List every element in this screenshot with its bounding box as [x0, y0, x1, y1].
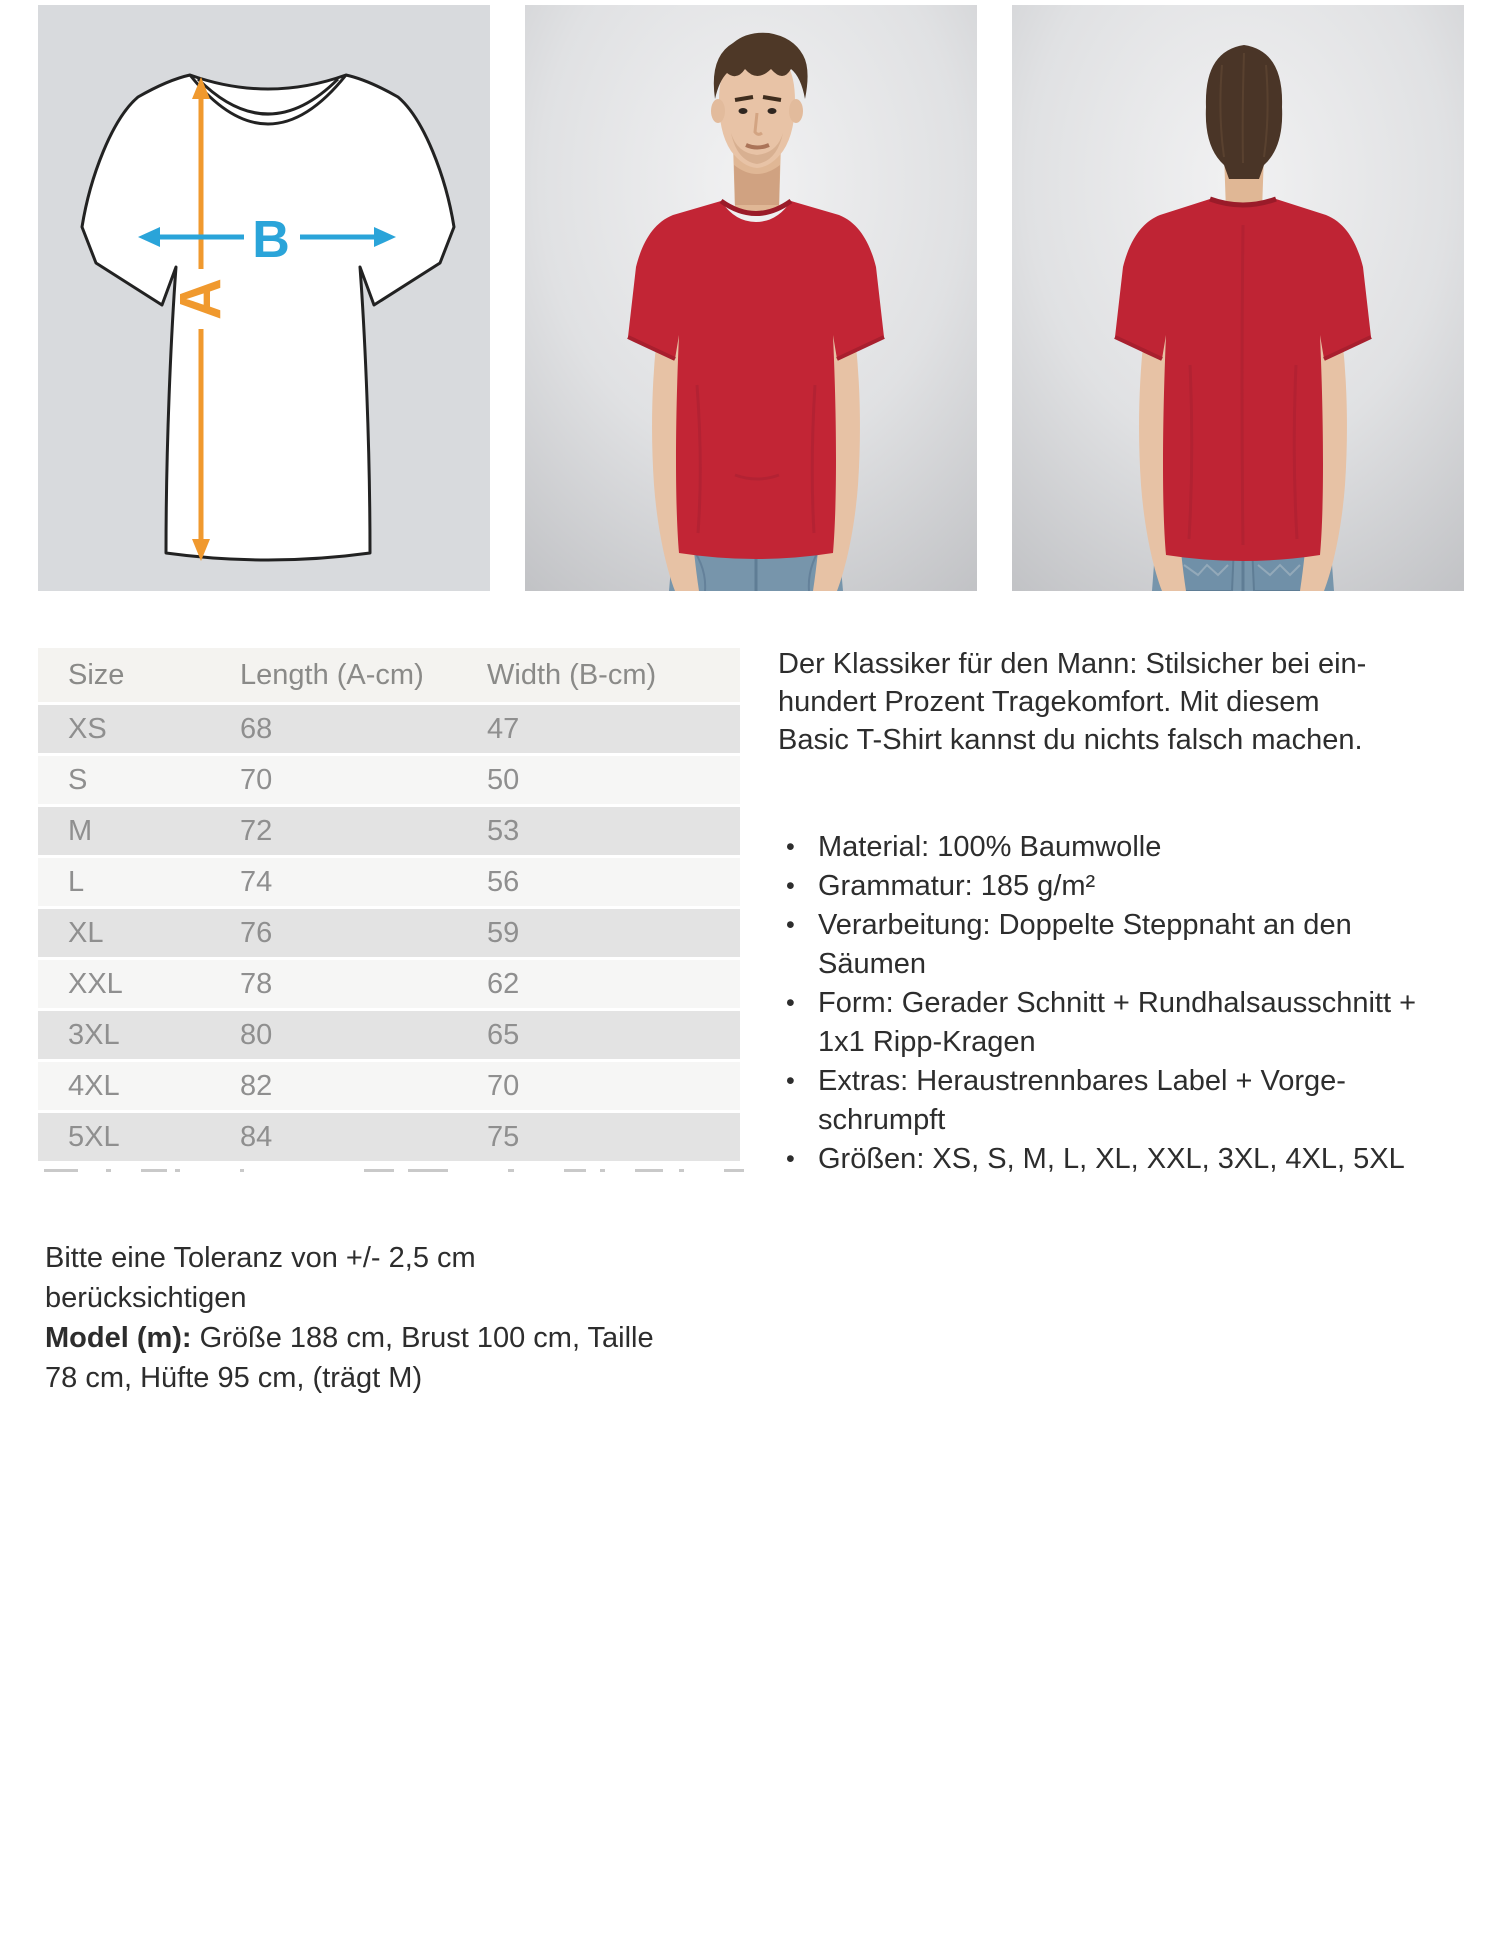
- table-row: [38, 705, 740, 756]
- table-row: [38, 960, 740, 1011]
- model-label: Model (m):: [45, 1322, 192, 1354]
- feature-item-verarbeitung: [778, 906, 1438, 984]
- intro-line-2: hundert Prozent Tragekomfort. Mit diesem: [778, 686, 1320, 718]
- feature-item-groessen: [778, 1140, 1438, 1179]
- table-row: [38, 1062, 740, 1113]
- model-back-photo[interactable]: [1012, 5, 1464, 591]
- cell-size: 3XL: [38, 1011, 210, 1062]
- description-intro: [778, 645, 1438, 759]
- bullet-icon: •: [786, 1067, 795, 1095]
- bullet-icon: •: [786, 989, 795, 1017]
- left-eye: [739, 108, 748, 114]
- cell-width: 56: [457, 858, 740, 909]
- table-row: [38, 1113, 740, 1164]
- cell-width: 70: [457, 1062, 740, 1113]
- cell-size: L: [38, 858, 210, 909]
- diagram-label-b: B: [252, 211, 290, 269]
- cell-length: 78: [210, 960, 457, 1011]
- diagram-label-a: A: [168, 278, 234, 320]
- feature-text: Verarbeitung: Doppelte Steppnaht an den Säumen: [818, 909, 1352, 980]
- right-eye: [768, 108, 777, 114]
- col-header-size: Size: [38, 648, 210, 705]
- bullet-icon: •: [786, 911, 795, 939]
- table-crop-artifact: [38, 1169, 740, 1175]
- cell-width: 65: [457, 1011, 740, 1062]
- feature-item-extras: [778, 1062, 1438, 1140]
- cell-width: 62: [457, 960, 740, 1011]
- size-diagram-image[interactable]: [38, 5, 490, 591]
- model-info-line-1: [45, 1318, 665, 1358]
- tolerance-note: Bitte eine Toleranz von +/- 2,5 cm berücksichtigen: [45, 1242, 476, 1314]
- col-header-width: Width (B-cm): [457, 648, 740, 705]
- cell-width: 50: [457, 756, 740, 807]
- feature-list: [778, 828, 1438, 1179]
- table-header-row: [38, 648, 740, 705]
- size-table: [38, 648, 740, 1164]
- product-description: [778, 645, 1438, 1179]
- cell-size: XXL: [38, 960, 210, 1011]
- col-header-length: Length (A-cm): [210, 648, 457, 705]
- table-row: [38, 909, 740, 960]
- feature-item-form: [778, 984, 1438, 1062]
- table-row: [38, 858, 740, 909]
- cell-length: 68: [210, 705, 457, 756]
- bullet-icon: •: [786, 1145, 795, 1173]
- cell-size: XS: [38, 705, 210, 756]
- cell-width: 59: [457, 909, 740, 960]
- cell-width: 53: [457, 807, 740, 858]
- cell-length: 80: [210, 1011, 457, 1062]
- cell-size: XL: [38, 909, 210, 960]
- cell-size: M: [38, 807, 210, 858]
- feature-item-material: [778, 828, 1438, 867]
- feature-text: Extras: Heraustrennbares Label + Vorgeschrumpft: [818, 1065, 1346, 1136]
- cell-length: 74: [210, 858, 457, 909]
- model-front-photo[interactable]: [525, 5, 977, 591]
- cell-width: 75: [457, 1113, 740, 1164]
- table-row: [38, 1011, 740, 1062]
- model-back-drawing: [1012, 5, 1464, 591]
- hair-nape: [1224, 165, 1264, 179]
- feature-text: Material: 100% Baumwolle: [818, 831, 1162, 863]
- feature-text: Grammatur: 185 g/m²: [818, 870, 1096, 902]
- left-ear: [711, 99, 725, 123]
- cell-size: 4XL: [38, 1062, 210, 1113]
- feature-text: Größen: XS, S, M, L, XL, XXL, 3XL, 4XL, 5XL: [818, 1143, 1405, 1175]
- bullet-icon: •: [786, 833, 795, 861]
- size-diagram-drawing: [38, 5, 490, 591]
- cell-length: 76: [210, 909, 457, 960]
- size-footnote: [45, 1238, 665, 1398]
- feature-item-grammatur: [778, 867, 1438, 906]
- table-row: [38, 807, 740, 858]
- cell-length: 70: [210, 756, 457, 807]
- intro-line-1: Der Klassiker für den Mann: Stilsicher bei ein-: [778, 648, 1367, 680]
- right-ear: [789, 99, 803, 123]
- cell-size: S: [38, 756, 210, 807]
- table-row: [38, 756, 740, 807]
- model-info-line-2: 78 cm, Hüfte 95 cm, (trägt M): [45, 1362, 423, 1394]
- cell-length: 82: [210, 1062, 457, 1113]
- cell-size: 5XL: [38, 1113, 210, 1164]
- bullet-icon: •: [786, 872, 795, 900]
- model-info-text: Größe 188 cm, Brust 100 cm, Taille: [191, 1322, 654, 1354]
- feature-text: Form: Gerader Schnitt + Rundhalsausschnitt + 1x1 Ripp-Kragen: [818, 987, 1417, 1058]
- cell-width: 47: [457, 705, 740, 756]
- cell-length: 72: [210, 807, 457, 858]
- model-front-drawing: [525, 5, 977, 591]
- cell-length: 84: [210, 1113, 457, 1164]
- intro-line-3: Basic T-Shirt kannst du nichts falsch machen.: [778, 724, 1363, 756]
